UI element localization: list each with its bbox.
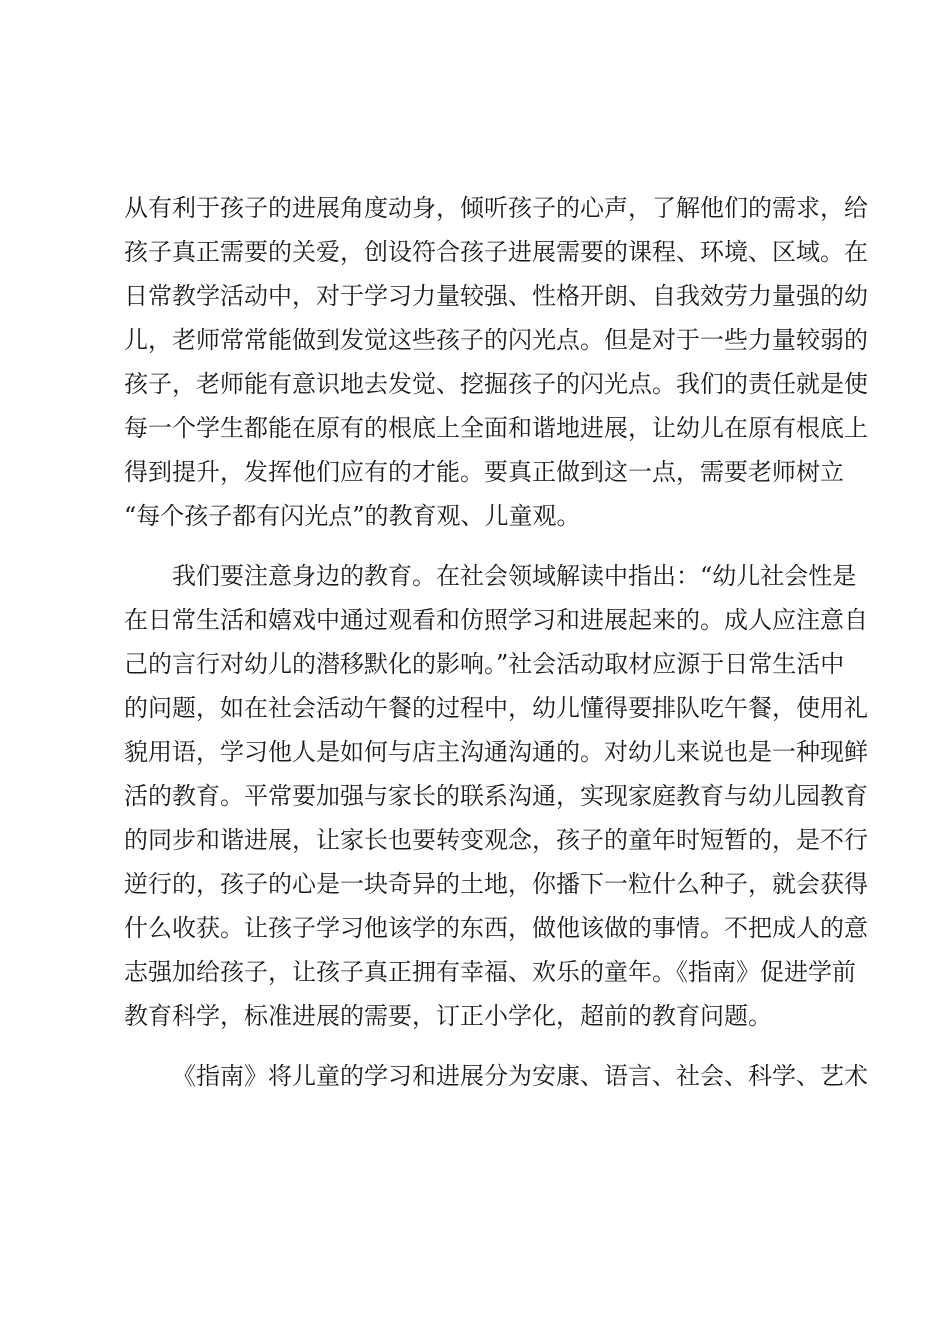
paragraph-line: 活的教育。平常要加强与家长的联系沟通，实现家庭教育与幼儿园教育 bbox=[124, 782, 868, 810]
paragraph-line: 孩子，老师能有意识地去发觉、挖掘孩子的闪光点。我们的责任就是使 bbox=[124, 370, 868, 398]
paragraph-line: 每一个学生都能在原有的根底上全面和谐地进展，让幼儿在原有根底上 bbox=[124, 414, 868, 442]
paragraph-line: 日常教学活动中，对于学习力量较强、性格开朗、自我效劳力量强的幼 bbox=[124, 282, 868, 310]
paragraph-2 bbox=[124, 554, 868, 1038]
paragraph-3 bbox=[124, 1054, 868, 1098]
document-body bbox=[124, 186, 868, 1098]
paragraph-line: 我们要注意身边的教育。在社会领域解读中指出：“幼儿社会性是 bbox=[172, 562, 857, 590]
paragraph-spacer bbox=[124, 1038, 844, 1054]
paragraph-line: 己的言行对幼儿的潜移默化的影响。”社会活动取材应源于日常生活中 bbox=[124, 650, 845, 678]
paragraph-1 bbox=[124, 186, 868, 538]
paragraph-line: 儿，老师常常能做到发觉这些孩子的闪光点。但是对于一些力量较弱的 bbox=[124, 326, 868, 354]
paragraph-line: 在日常生活和嬉戏中通过观看和仿照学习和进展起来的。成人应注意自 bbox=[124, 606, 868, 634]
paragraph-line: 的问题，如在社会活动午餐的过程中，幼儿懂得要排队吃午餐，使用礼 bbox=[124, 694, 868, 722]
paragraph-line: 的同步和谐进展，让家长也要转变观念，孩子的童年时短暂的，是不行 bbox=[124, 826, 868, 854]
paragraph-line: 从有利于孩子的进展角度动身，倾听孩子的心声，了解他们的需求，给 bbox=[124, 194, 868, 222]
paragraph-line: 孩子真正需要的关爱，创设符合孩子进展需要的课程、环境、区域。在 bbox=[124, 238, 868, 266]
paragraph-line: 什么收获。让孩子学习他该学的东西，做他该做的事情。不把成人的意 bbox=[124, 914, 868, 942]
paragraph-line: 貌用语，学习他人是如何与店主沟通沟通的。对幼儿来说也是一种现鲜 bbox=[124, 738, 868, 766]
paragraph-line: 《指南》将儿童的学习和进展分为安康、语言、社会、科学、艺术 bbox=[172, 1062, 868, 1090]
paragraph-line: 逆行的，孩子的心是一块奇异的土地，你播下一粒什么种子，就会获得 bbox=[124, 870, 868, 898]
paragraph-line: 得到提升，发挥他们应有的才能。要真正做到这一点，需要老师树立 bbox=[124, 458, 844, 486]
paragraph-line: 教育科学，标准进展的需要，订正小学化，超前的教育问题。 bbox=[124, 1002, 772, 1030]
paragraph-line: “每个孩子都有闪光点”的教育观、儿童观。 bbox=[124, 502, 581, 530]
paragraph-spacer bbox=[124, 538, 844, 554]
paragraph-line: 志强加给孩子，让孩子真正拥有幸福、欢乐的童年。《指南》促进学前 bbox=[124, 958, 856, 986]
